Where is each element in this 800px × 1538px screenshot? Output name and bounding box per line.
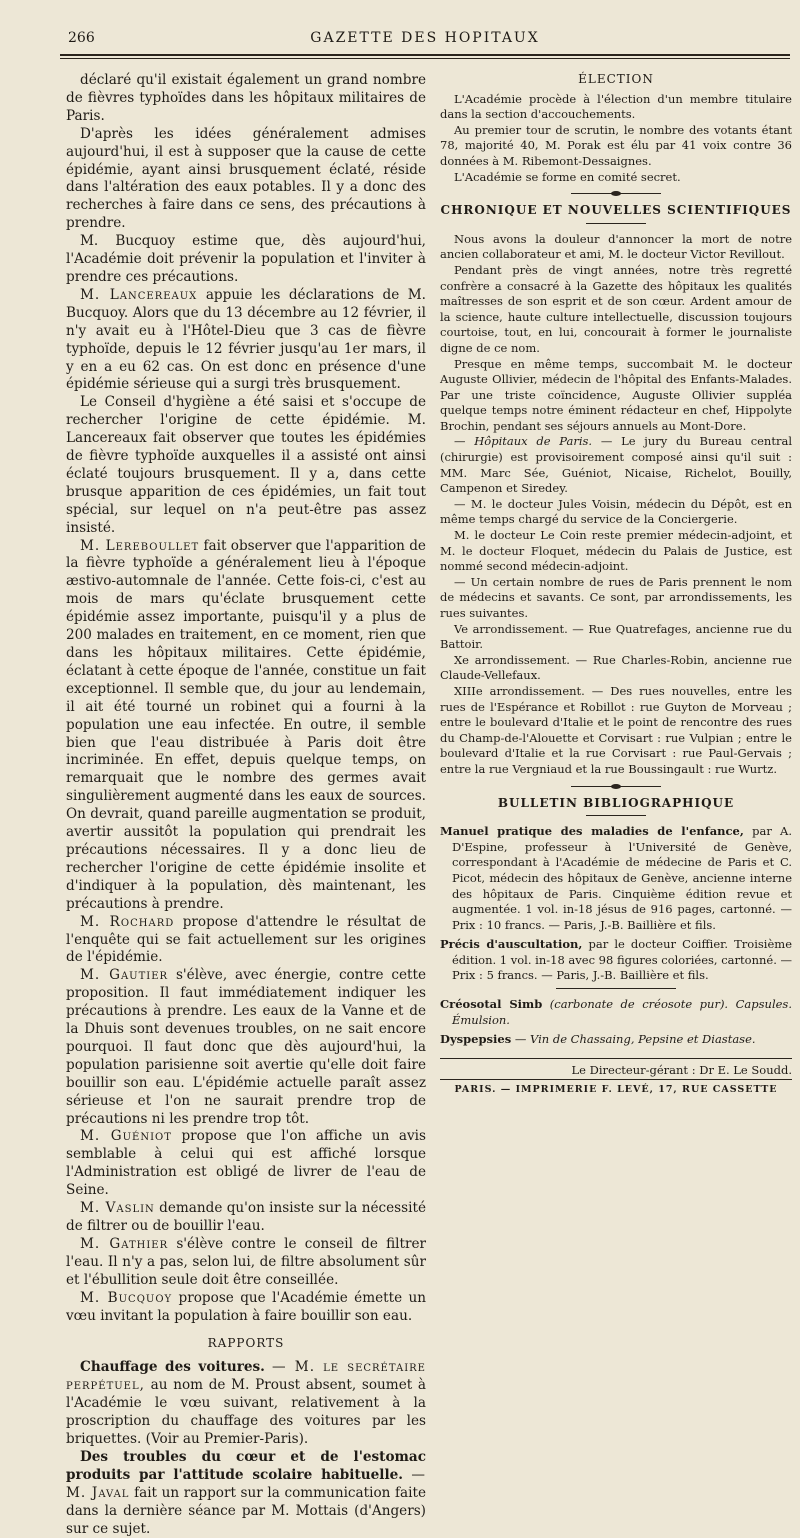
short-rule xyxy=(586,815,646,816)
page-header xyxy=(60,30,790,50)
running-title: GAZETTE DES HOPITAUX xyxy=(310,30,540,46)
paragraph: M. Vaslin demande qu'on insiste sur la nécessité de filtrer ou de bouillir l'eau. xyxy=(66,1200,426,1234)
page-number: 266 xyxy=(68,30,95,46)
paragraph: M. Bucquoy propose que l'Académie émette un vœu invitant la population à faire bouillir son eau. xyxy=(66,1289,427,1324)
paragraph: Des troubles du cœur et de l'estomac produits par l'attitude scolaire habituelle. — M. Javal fait un rapport sur la communication faite dans la dernière séance par M. Mottais (d'Angers) sur ce sujet. xyxy=(66,1448,427,1537)
book-title: Précis d'auscultation, xyxy=(440,937,583,952)
section-heading-bulletin: BULLETIN BIBLIOGRAPHIQUE xyxy=(497,795,735,810)
paragraph: — M. le docteur Jules Voisin, médecin du Dépôt, est en même temps chargé du service de la Conciergerie. xyxy=(440,496,792,527)
short-rule xyxy=(556,988,676,989)
paragraph: Pendant près de vingt années, notre très regretté confrère a consacré à la Gazette des hôpitaux les qualités maîtresses de son esprit et de son cœur. Ardent amour de la science, haute culture intellectuelle, discussion toujours courtoise, tout, en lui, concourait à former le journaliste digne de ce nom. xyxy=(440,262,792,355)
paragraph: Chauffage des voitures. — M. le secrétaire perpétuel, au nom de M. Proust absent, soumet à l'Académie le vœu suivant, relativement à la proscription du chauffage des voitures par les briquettes. (Voir au Premier-Paris). xyxy=(66,1359,426,1447)
speaker-name: M. Guéniot xyxy=(80,1128,172,1145)
ornament-divider xyxy=(571,193,661,195)
speaker-name: M. Rochard xyxy=(80,913,175,930)
header-rule xyxy=(60,54,790,56)
right-column xyxy=(440,72,792,1142)
short-rule xyxy=(586,223,646,224)
bibliography-entry: Précis d'auscultation, par le docteur Coiffier. Troisième édition. 1 vol. in-18 avec 98 figures coloriées, cartonné. — Prix : 5 francs. — Paris, J.-B. Baillière et fils. xyxy=(440,937,793,983)
section-heading-rapports: RAPPORTS xyxy=(207,1336,285,1351)
paragraph: M. Rochard propose d'attendre le résultat de l'enquête qui se fait actuellement sur les origines de l'épidémie. xyxy=(66,913,426,966)
paragraph: XIIIe arrondissement. — Des rues nouvelles, entre les rues de l'Espérance et Robillot : rue Guyton de Morveau ; entre le boulevard d'Italie et le point de rencontre des rues du Champ-de-l'Alouette et Corvisart : rue Vulpian ; entre le boulevard d'Italie et la rue Corvisart : rue Paul-Gervais ; entre la rue Vergniaud et la rue Boussingault : rue Wurtz. xyxy=(440,683,792,776)
paragraph: Presque en même temps, succombait M. le docteur Auguste Ollivier, médecin de l'hôpital des Enfants-Malades. Par une triste coïncidence, Auguste Ollivier suppléa quelque temps notre éminent rédacteur en chef, Hippolyte Brochin, pendant ses séjours annuels au Mont-Dore. xyxy=(440,356,792,433)
left-column xyxy=(66,72,427,1537)
paragraph: M. Gautier s'élève, avec énergie, contre cette proposition. Il faut immédiatement indiquer les précautions à prendre. Les eaux de la Vanne et de la Dhuis sont devenues troubles, on ne sait encore pourquoi. Il faut donc que dès aujourd'hui, la population parisienne soit avertie qu'elle doit faire bouillir son eau. L'épidémie actuelle paraît assez sérieuse et l'on ne saurait prendre trop de précautions ni les prendre trop tôt. xyxy=(66,967,426,1127)
bibliography-entry: Manuel pratique des maladies de l'enfance, par A. D'Espine, professeur à l'Université de Genève, correspondant à l'Académie de médecine de Paris et C. Picot, médecin des hôpitaux de Genève, ancienne interne des hôpitaux de Paris. Cinquième édition revue et augmentée. 1 vol. in-18 jésus de 916 pages, cartonné. — Prix : 10 francs. — Paris, J.-B. Baillière et fils. xyxy=(440,824,793,932)
section-heading-chronique: CHRONIQUE ET NOUVELLES SCIENTIFIQUES xyxy=(440,203,792,218)
paragraph: L'Académie procède à l'élection d'un membre titulaire dans la section d'accouchements. xyxy=(440,91,792,122)
paragraph: M. Guéniot propose que l'on affiche un avis semblable à celui qui est affiché lorsque l'Administration est obligé de livrer de l'eau de Seine. xyxy=(66,1128,427,1199)
paragraph: Nous avons la douleur d'annoncer la mort de notre ancien collaborateur et ami, M. le docteur Victor Revillout. xyxy=(440,231,792,262)
paragraph: M. Lancereaux appuie les déclarations de M. Bucquoy. Alors que du 13 décembre au 12 février, il n'y avait eu à l'Hôtel-Dieu que 3 cas de fièvre typhoïde, depuis le 12 février jusqu'au 1er mars, il y en a eu 62 cas. On est donc en présence d'une épidémie sérieuse qui a surgi très brusquement. xyxy=(66,286,426,393)
footer-rule xyxy=(440,1079,792,1080)
report-title: Des troubles du cœur et de l'estomac produits par l'attitude scolaire habituelle. xyxy=(66,1448,426,1483)
paragraph: M. le docteur Le Coin reste premier médecin-adjoint, et M. le docteur Floquet, médecin du Palais de Justice, est nommé second médecin-adjoint. xyxy=(440,528,792,574)
paragraph: D'après les idées généralement admises aujourd'hui, il est à supposer que la cause de cette épidémie, ayant ainsi brusquement éclaté, réside dans l'altération des eaux potables. Il y a donc des recherches à faire dans ce sens, des précautions à prendre. xyxy=(66,125,426,232)
advert-line: Dyspepsies — Vin de Chassaing, Pepsine et Diastase. xyxy=(440,1032,756,1047)
section-heading-election: ÉLECTION xyxy=(578,72,654,86)
printer-imprint: PARIS. — IMPRIMERIE F. LEVÉ, 17, RUE CASSETTE xyxy=(454,1083,778,1095)
speaker-name: M. Bucquoy xyxy=(80,1289,173,1306)
book-title: Manuel pratique des maladies de l'enfance, xyxy=(440,824,744,839)
paragraph: M. Bucquoy estime que, dès aujourd'hui, l'Académie doit prévenir la population et l'inviter à prendre ces précautions. xyxy=(66,233,426,285)
speaker-name: M. Gautier xyxy=(80,967,169,984)
news-title: — Hôpitaux de Paris. xyxy=(454,434,593,449)
speaker-name: M. Gathier xyxy=(80,1235,169,1252)
paragraph: — Un certain nombre de rues de Paris prennent le nom de médecins et savants. Ce sont, par arrondissements, les rues suivantes. xyxy=(440,574,792,620)
ornament-divider xyxy=(571,786,661,788)
advert-line: Créosotal Simb (carbonate de créosote pur). Capsules. Émulsion. xyxy=(440,997,792,1027)
speaker-name: M. Lancereaux xyxy=(80,286,198,303)
report-title: Chauffage des voitures. xyxy=(80,1359,265,1376)
speaker-name: M. Vaslin xyxy=(80,1200,155,1217)
paragraph: déclaré qu'il existait également un grand nombre de fièvres typhoïdes dans les hôpitaux militaires de Paris. xyxy=(66,72,426,124)
paragraph: M. Gathier s'élève contre le conseil de filtrer l'eau. Il n'y a pas, selon lui, de filtre absolument sûr et l'ébullition seule doit être conseillée. xyxy=(66,1235,426,1288)
paragraph: Ve arrondissement. — Rue Quatrefages, ancienne rue du Battoir. xyxy=(440,621,792,652)
paragraph: Xe arrondissement. — Rue Charles-Robin, ancienne rue Claude-Vellefaux. xyxy=(440,652,792,683)
paragraph: Au premier tour de scrutin, le nombre des votants étant 78, majorité 40, M. Porak est élu par 41 voix contre 36 données à M. Ribemont-Dessaignes. xyxy=(440,122,792,168)
paragraph: L'Académie se forme en comité secret. xyxy=(454,169,681,184)
paragraph: M. Lereboullet fait observer que l'apparition de la fièvre typhoïde a généralement lieu à l'époque æstivo-automnale de l'année. Cette fois-ci, c'est au mois de mars qu'éclate brusquement cette épidémie assez importante, puisqu'il y a plus de 200 malades en traitement, en ce moment, rien que dans les hôpitaux militaires. Cette épidémie, éclatant à cette époque de l'année, constitue un fait exceptionnel. Il semble que, du jour au lendemain, il ait été tourné un robinet qui a fourni à la population une eau infectée. En outre, il semble bien que l'eau distribuée à Paris doit être incriminée. En effet, depuis quelque temps, on remarquait que le nombre des germes avait singulièrement augmenté dans les eaux de sources. On devrait, quand pareille augmentation se produit, avertir aussitôt la population qui prendrait les précautions nécessaires. Il y a donc lieu de rechercher l'origine de cette épidémie insolite et d'indiquer à la population, dès maintenant, les précautions à prendre. xyxy=(66,537,427,912)
paragraph: — Hôpitaux de Paris. — Le jury du Bureau central (chirurgie) est provisoirement composé ainsi qu'il suit : MM. Marc Sée, Guéniot, Nicaise, Richelot, Bouilly, Campenon et Siredey. xyxy=(440,434,792,496)
header-rule-thin xyxy=(60,58,790,59)
paragraph: Le Conseil d'hygiène a été saisi et s'occupe de rechercher l'origine de cette épidémie. M. Lancereaux fait observer que toutes les épidémies de fièvre typhoïde auxquelles il a assisté ont ainsi éclaté toujours brusquement. Il y a, dans cette brusque apparition de ces épidémies, un fait tout spécial, sur lequel on n'a peut-être pas assez insisté. xyxy=(66,394,426,536)
speaker-name: M. Lereboullet xyxy=(80,537,200,554)
director-signature: Le Directeur-gérant : Dr E. Le Soudd. xyxy=(440,1058,792,1077)
